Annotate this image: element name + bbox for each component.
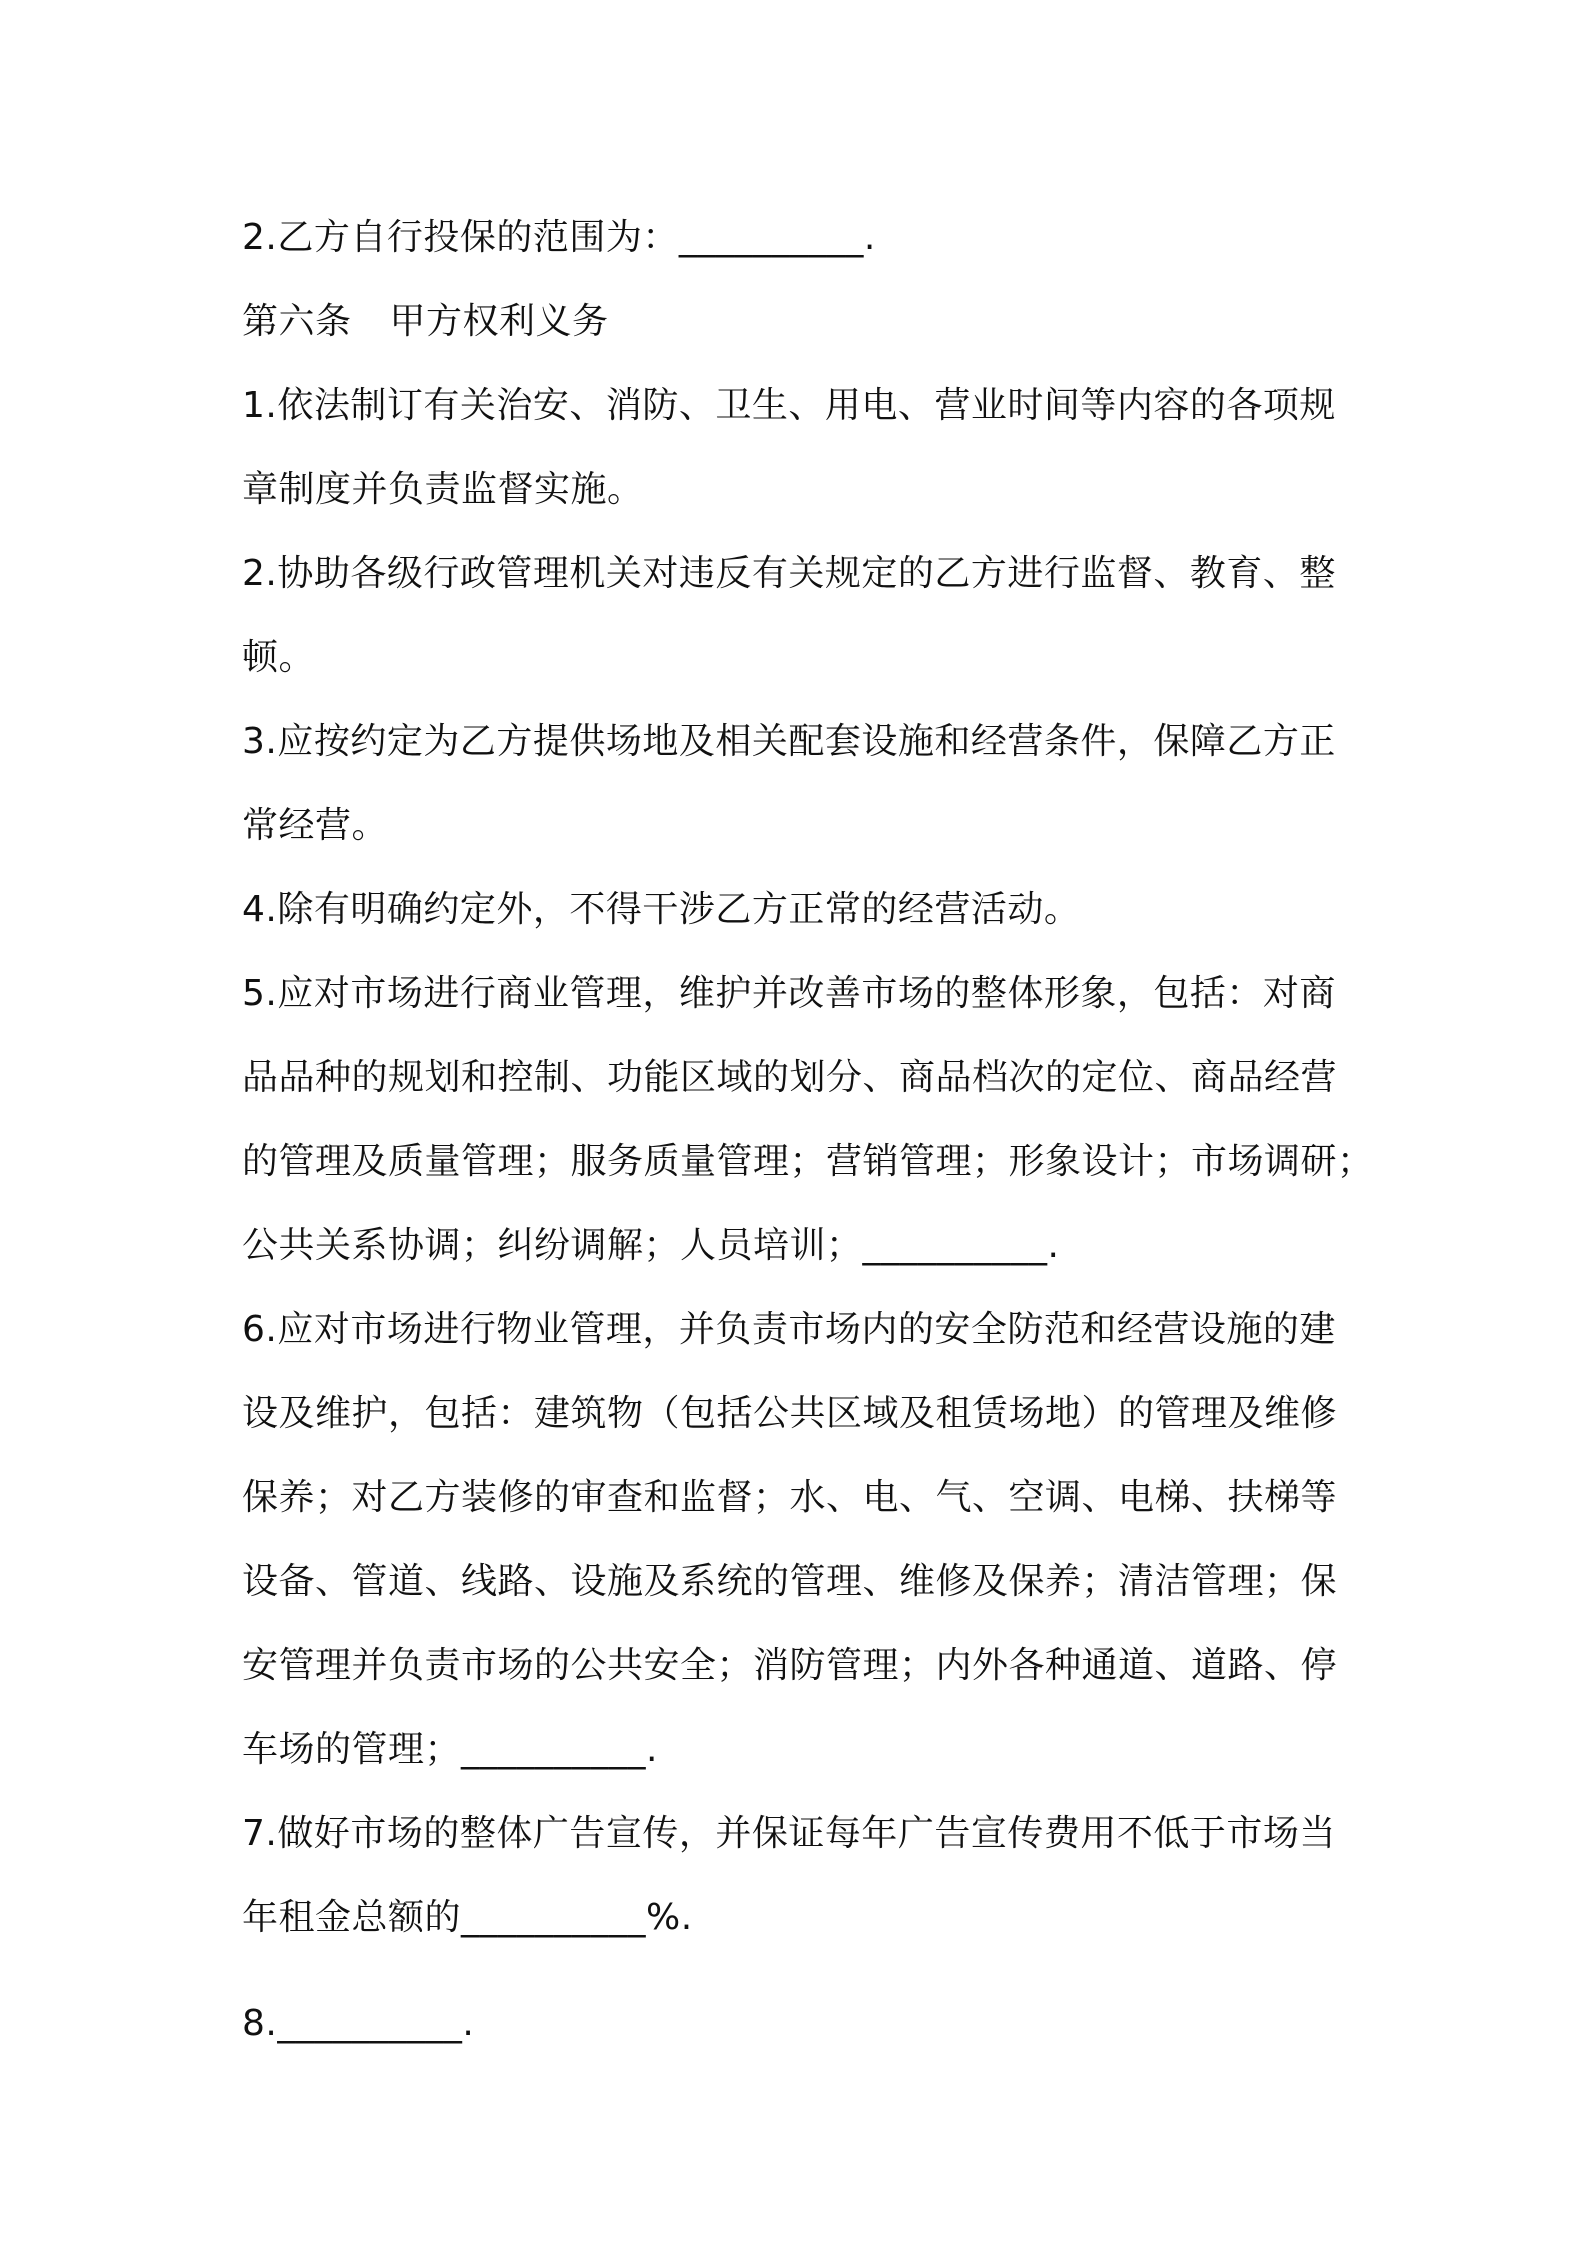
paragraph-line: 7.做好市场的整体广告宣传，并保证每年广告宣传费用不低于市场当 — [242, 1813, 1336, 1854]
paragraph-line: 8.__________. — [242, 2003, 475, 2044]
paragraph-line: 2.协助各级行政管理机关对违反有关规定的乙方进行监督、教育、整 — [242, 553, 1336, 594]
document-body — [242, 196, 1374, 2066]
paragraph-line: 保养；对乙方装修的审查和监督；水、电、气、空调、电梯、扶梯等 — [242, 1477, 1338, 1518]
paragraph-line: 常经营。 — [242, 805, 389, 846]
paragraph-line: 公共关系协调；纠纷调解；人员培训；__________. — [242, 1225, 1060, 1266]
paragraph-line: 设备、管道、线路、设施及系统的管理、维修及保养；清洁管理；保 — [242, 1561, 1338, 1602]
paragraph-line: 5.应对市场进行商业管理，维护并改善市场的整体形象，包括：对商 — [242, 973, 1336, 1014]
article-number: 第六条 — [242, 301, 352, 342]
paragraph-line: 的管理及质量管理；服务质量管理；营销管理；形象设计；市场调研； — [242, 1141, 1374, 1182]
paragraph-line: 安管理并负责市场的公共安全；消防管理；内外各种通道、道路、停 — [242, 1645, 1338, 1686]
clause-5-item-2: 2.乙方自行投保的范围为：__________. — [242, 217, 876, 258]
paragraph-line: 顿。 — [242, 637, 316, 678]
paragraph-line: 6.应对市场进行物业管理，并负责市场内的安全防范和经营设施的建 — [242, 1309, 1336, 1350]
paragraph-line: 设及维护，包括：建筑物（包括公共区域及租赁场地）的管理及维修 — [242, 1393, 1338, 1434]
paragraph-line: 3.应按约定为乙方提供场地及相关配套设施和经营条件，保障乙方正 — [242, 721, 1336, 762]
paragraph-line: 年租金总额的__________%. — [242, 1897, 693, 1938]
article-6-heading — [242, 280, 1362, 364]
paragraph-line: 车场的管理；__________. — [242, 1729, 658, 1770]
paragraph-line: 章制度并负责监督实施。 — [242, 469, 644, 510]
article-title: 甲方权利义务 — [389, 301, 609, 342]
paragraph-line: 1.依法制订有关治安、消防、卫生、用电、营业时间等内容的各项规 — [242, 385, 1336, 426]
paragraph-line: 4.除有明确约定外，不得干涉乙方正常的经营活动。 — [242, 889, 1081, 930]
paragraph-line: 品品种的规划和控制、功能区域的划分、商品档次的定位、商品经营 — [242, 1057, 1338, 1098]
